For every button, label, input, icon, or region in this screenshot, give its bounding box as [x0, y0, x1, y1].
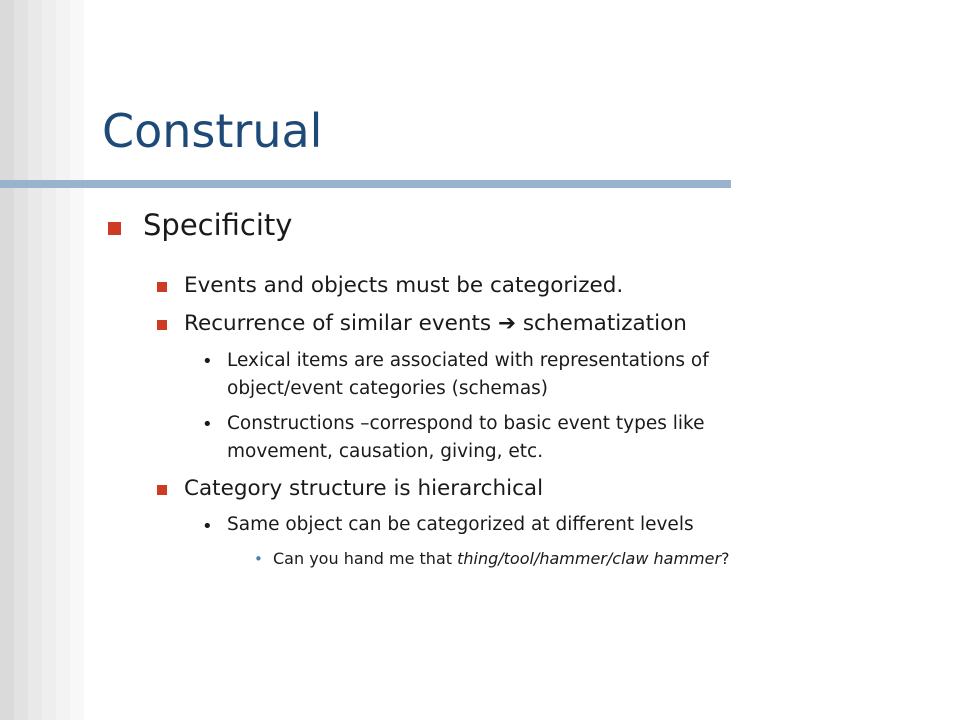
lexical-line-2: object/event categories (schemas)	[227, 378, 549, 399]
hand-me-italic: thing/tool/hammer/claw hammer	[457, 549, 722, 568]
bullet-recurrence	[184, 311, 687, 336]
bullet-dot-icon: •	[202, 414, 213, 435]
bullet-specificity: Specificity	[143, 208, 293, 242]
arrow-icon: ➔	[497, 311, 516, 336]
square-bullet-icon	[157, 320, 167, 330]
constructions-line-1: Constructions –correspond to basic event types like	[227, 413, 705, 434]
bullet-hand-me	[273, 549, 730, 568]
bullet-same-object: Same object can be categorized at different levels	[227, 514, 694, 535]
background-stripes	[0, 0, 84, 720]
title-underline	[0, 180, 731, 188]
hand-me-prefix: Can you hand me that	[273, 549, 458, 568]
bullet-lexical-items	[227, 347, 709, 403]
square-bullet-icon	[157, 282, 167, 292]
hand-me-suffix: ?	[721, 549, 730, 568]
square-bullet-icon	[108, 222, 121, 235]
schematization-text: schematization	[515, 311, 687, 336]
slide-title: Construal	[102, 104, 323, 158]
recurrence-text: Recurrence of similar events	[184, 311, 498, 336]
bullet-dot-icon: •	[202, 351, 213, 372]
bullet-constructions	[227, 410, 704, 466]
bullet-events-objects: Events and objects must be categorized.	[184, 273, 624, 298]
bullet-dot-icon: •	[202, 516, 213, 537]
bullet-category-structure: Category structure is hierarchical	[184, 476, 544, 501]
bullet-dot-icon: •	[254, 550, 263, 568]
constructions-line-2: movement, causation, giving, etc.	[227, 441, 544, 462]
square-bullet-icon	[157, 485, 167, 495]
lexical-line-1: Lexical items are associated with representations of	[227, 350, 709, 371]
